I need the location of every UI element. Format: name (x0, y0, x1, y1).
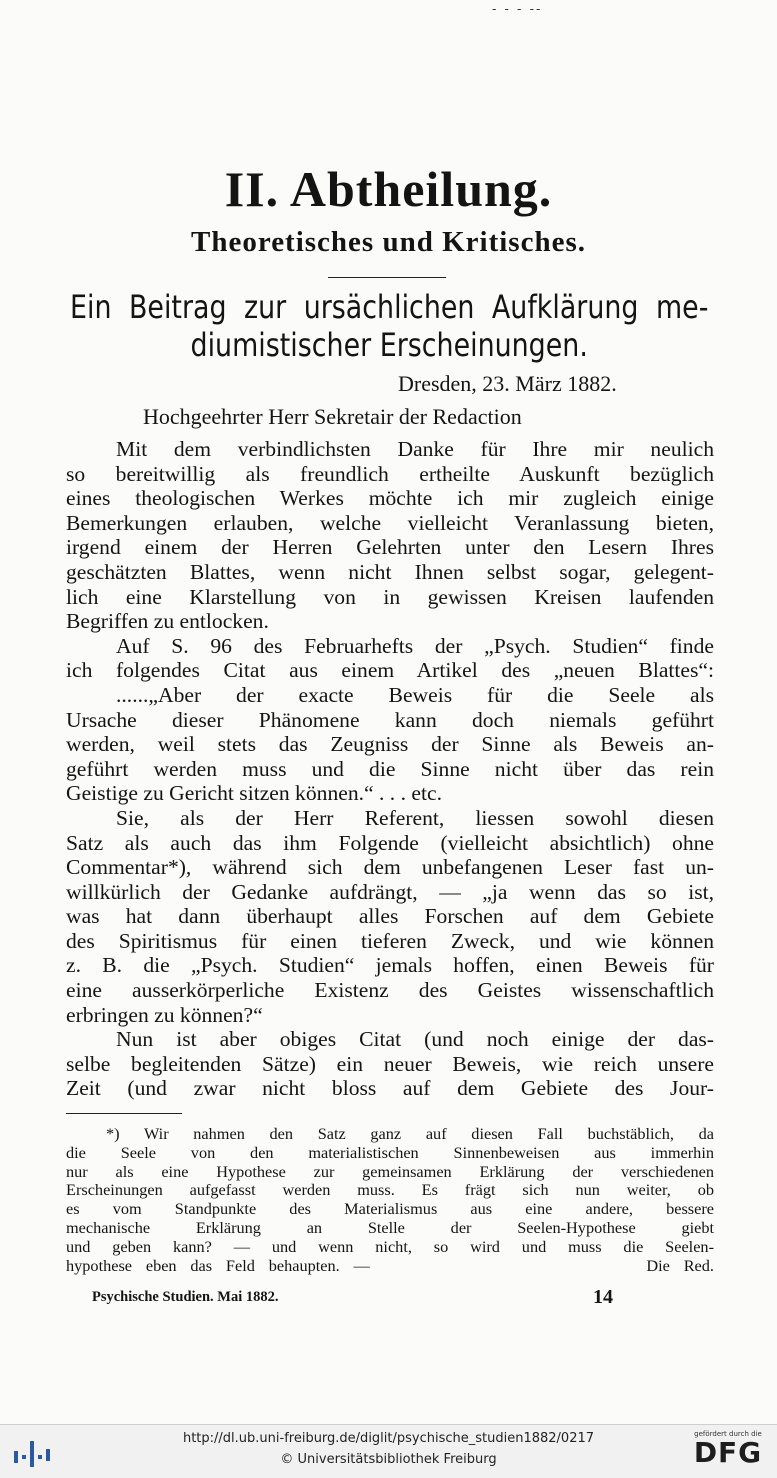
footnote-line: mechanische Erklärung an Stelle der Seelen-Hypothese giebt (66, 1217, 714, 1237)
body-line: irgend einem der Herren Gelehrten unter den Lesern Ihres (66, 535, 714, 560)
body-line: werden, weil stets das Zeugniss der Sinne als Beweis an- (66, 732, 714, 757)
journal-running-footer: Psychische Studien. Mai 1882. (92, 1289, 279, 1305)
footnote-line: Erscheinungen aufgefasst werden muss. Es frägt sich nun weiter, ob (66, 1180, 714, 1200)
dfg-logo-text: DFG (693, 1436, 763, 1469)
body-line: des Spiritismus für einen tieferen Zweck, und wie können (66, 928, 714, 953)
body-line: selbe begleitenden Sätze) ein neuer Beweis, wie reich unsere (66, 1051, 714, 1076)
footnote-line: *) Wir nahmen den Satz ganz auf diesen Fall buchstäblich, da (106, 1124, 714, 1143)
body-line: Sie, als der Herr Referent, liessen sowohl diesen (116, 805, 714, 830)
body-line: so bereitwillig als freundlich ertheilte Auskunft bezüglich (66, 461, 714, 486)
article-body (66, 437, 714, 1101)
body-line: eine ausserkörperliche Existenz des Geistes wissenschaftlich (66, 978, 714, 1003)
copyright-notice: © Universitätsbibliothek Freiburg (280, 1452, 497, 1467)
article-title (70, 288, 709, 364)
body-line: Mit dem verbindlichsten Danke für Ihre mir neulich (116, 437, 714, 461)
body-line: Begriffen zu entlocken. (66, 609, 269, 634)
dfg-funding-label: gefördert durch die (694, 1430, 762, 1438)
body-line: Bemerkungen erlauben, welche vielleicht Veranlassung bieten, (66, 510, 714, 535)
body-line: Geistige zu Gericht sitzen können.“ . . . etc. (66, 781, 442, 806)
footnote-line: die Seele von den materialistischen Sinnenbeweisen aus immerhin (66, 1142, 714, 1162)
body-line: willkürlich der Gedanke aufdrängt, — „ja wenn das so ist, (66, 879, 714, 904)
footnote-line: es vom Standpunkte des Materialismus aus eine andere, bessere (66, 1199, 714, 1219)
body-line: geschätzten Blattes, wenn nicht Ihnen selbst sogar, gelegent- (66, 559, 714, 584)
body-line: lich eine Klarstellung von in gewissen Kreisen laufenden (66, 584, 714, 609)
body-line: Nun ist aber obiges Citat (und noch einige der das- (116, 1027, 714, 1052)
body-line: Ursache dieser Phänomene kann doch niemals geführt (66, 707, 714, 732)
dfg-logo (686, 1430, 770, 1474)
footnote (66, 1125, 714, 1275)
page-top-marks: - - - -- (492, 2, 543, 17)
footnote-line: und geben kann? — und wenn nicht, so wird und muss die Seelen- (66, 1236, 714, 1256)
footnote-line: hypothese eben das Feld behaupten. — Die Red. (66, 1255, 714, 1275)
body-line: geführt werden muss und die Sinne nicht über das rein (66, 756, 714, 781)
body-line: ich folgendes Citat aus einem Artikel des „neuen Blattes“: (66, 658, 714, 683)
body-line: ......„Aber der exacte Beweis für die Seele als (116, 682, 714, 707)
letter-salutation: Hochgeehrter Herr Sekretair der Redaction (143, 404, 522, 429)
footnote-line: nur als eine Hypothese zur gemeinsamen Erklärung der verschiedenen (66, 1161, 714, 1181)
page-number: 14 (593, 1286, 613, 1308)
letter-date: Dresden, 23. März 1882. (398, 371, 617, 396)
section-subheading: Theoretisches und Kritisches. (191, 226, 586, 258)
body-line: Zeit (und zwar nicht bloss auf dem Gebiete des Jour- (66, 1076, 714, 1101)
footnote-divider (66, 1113, 182, 1114)
body-line: Satz als auch das ihm Folgende (vielleicht absichtlich) ohne (66, 830, 714, 855)
permalink-url[interactable]: http://dl.ub.uni-freiburg.de/diglit/psychische_studien1882/0217 (182, 1431, 595, 1446)
viewer-footer-bar (0, 1424, 777, 1478)
body-line: was hat dann überhaupt alles Forschen auf dem Gebiete (66, 904, 714, 929)
title-divider (328, 277, 446, 278)
article-title-line: diumistischer Erscheinungen. (190, 326, 588, 364)
section-heading: II. Abtheilung. (224, 161, 553, 217)
body-line: erbringen zu können?“ (66, 1002, 263, 1027)
body-line: eines theologischen Werkes möchte ich mir zugleich einige (66, 486, 714, 511)
body-line: z. B. die „Psych. Studien“ jemals hoffen, einen Beweis für (66, 953, 714, 978)
body-line: Commentar*), während sich dem unbefangenen Leser fast un- (66, 855, 714, 880)
article-title-line: Ein Beitrag zur ursächlichen Aufklärung me- (70, 288, 709, 326)
body-line: Auf S. 96 des Februarhefts der „Psych. Studien“ finde (116, 633, 714, 658)
